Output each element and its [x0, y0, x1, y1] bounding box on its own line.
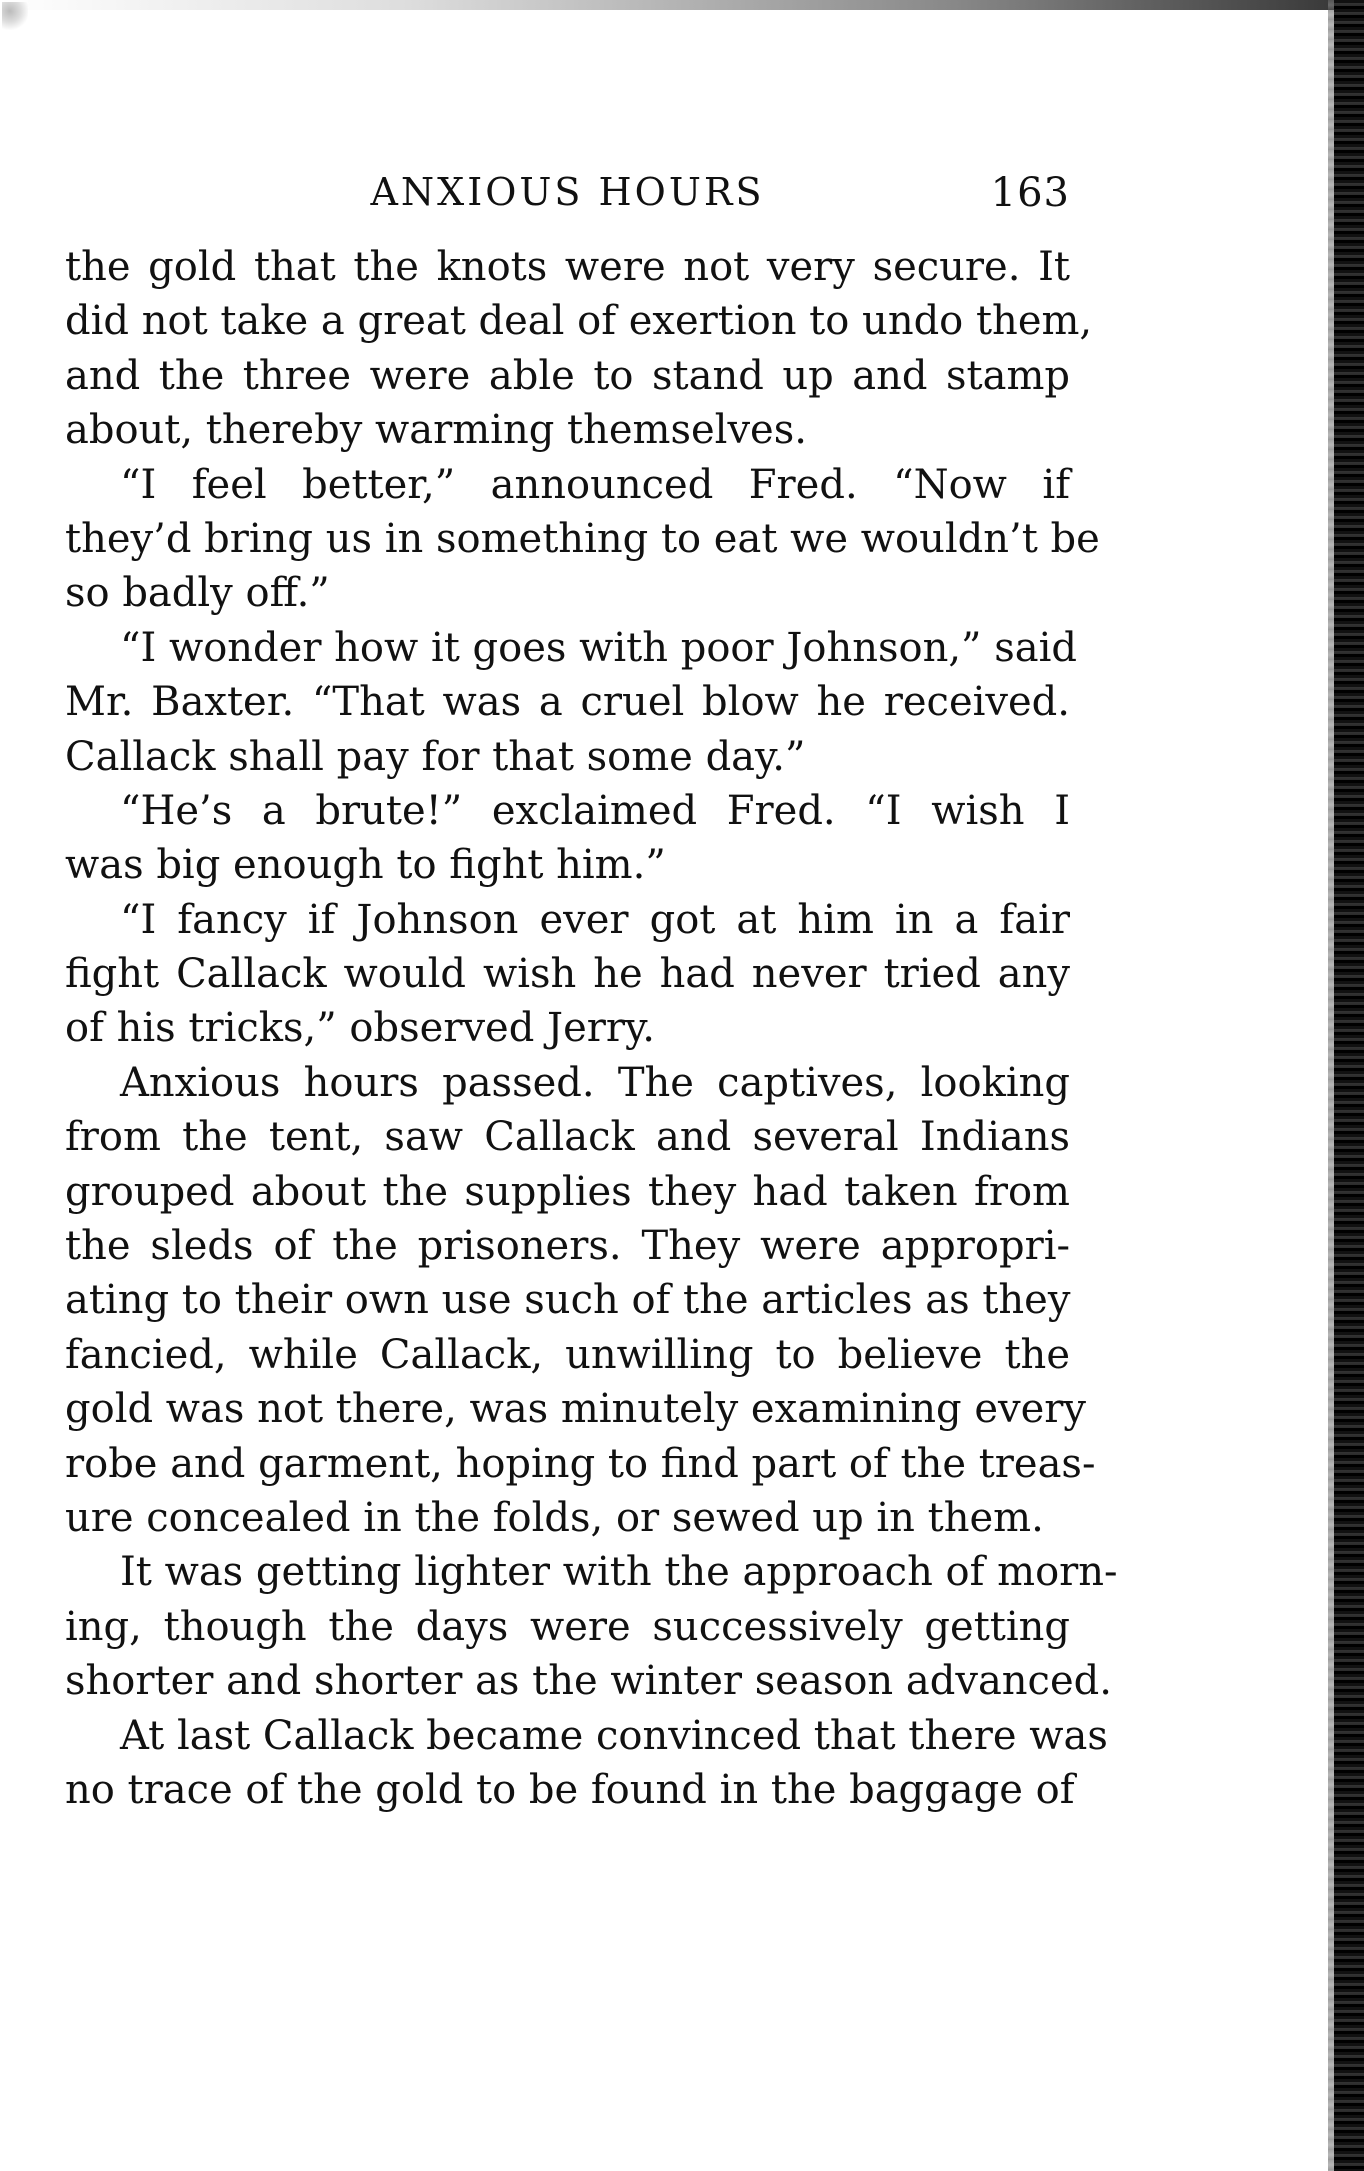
page-number: 163 [990, 170, 1070, 216]
page-top-edge [0, 0, 1364, 10]
text-line: fancied, while Callack, unwilling to believe the [65, 1331, 1070, 1378]
text-line: Anxious hours passed. The captives, looking [120, 1059, 1070, 1106]
text-line: the gold that the knots were not very secure. It [65, 244, 1070, 290]
text-line: gold was not there, was minutely examining every [65, 1386, 1087, 1433]
text-line: Callack shall pay for that some day.” [65, 733, 806, 780]
text-line: of his tricks,” observed Jerry. [65, 1005, 655, 1052]
text-line: from the tent, saw Callack and several Indians [65, 1114, 1070, 1161]
text-line: “I feel better,” announced Fred. “Now if [120, 461, 1070, 508]
text-line: ating to their own use such of the articles as they [65, 1277, 1071, 1324]
text-line: “I fancy if Johnson ever got at him in a fair [120, 896, 1070, 943]
text-line: they’d bring us in something to eat we wouldn’t be [65, 515, 1100, 562]
text-line: grouped about the supplies they had taken from [65, 1168, 1070, 1215]
page-binding-edge [1334, 0, 1364, 2171]
text-line: no trace of the gold to be found in the baggage of [65, 1766, 1075, 1813]
page-corner-mark [2, 2, 28, 32]
text-line: fight Callack would wish he had never tried any [65, 951, 1070, 998]
text-line: It was getting lighter with the approach of morn- [120, 1549, 1118, 1596]
body-text [65, 240, 1118, 1817]
text-line: ing, though the days were successively getting [65, 1603, 1070, 1650]
text-line: ure concealed in the folds, or sewed up in them. [65, 1494, 1044, 1541]
text-line: about, thereby warming themselves. [65, 407, 807, 454]
text-line: and the three were able to stand up and stamp [65, 352, 1070, 399]
text-line: shorter and shorter as the winter season advanced. [65, 1658, 1112, 1705]
text-line: did not take a great deal of exertion to undo them, [65, 298, 1093, 345]
text-line: At last Callack became convinced that there was [120, 1712, 1108, 1759]
text-line: Mr. Baxter. “That was a cruel blow he received. [65, 679, 1070, 726]
text-line: “He’s a brute!” exclaimed Fred. “I wish I [120, 787, 1070, 834]
text-line: robe and garment, hoping to find part of the treas- [65, 1440, 1096, 1487]
chapter-title: ANXIOUS HOURS [370, 170, 765, 214]
text-line: the sleds of the prisoners. They were appropri- [65, 1223, 1070, 1270]
running-head [65, 170, 1070, 230]
text-line: was big enough to fight him.” [65, 842, 666, 889]
text-line: so badly off.” [65, 570, 330, 617]
text-line: “I wonder how it goes with poor Johnson,” said [120, 624, 1077, 671]
